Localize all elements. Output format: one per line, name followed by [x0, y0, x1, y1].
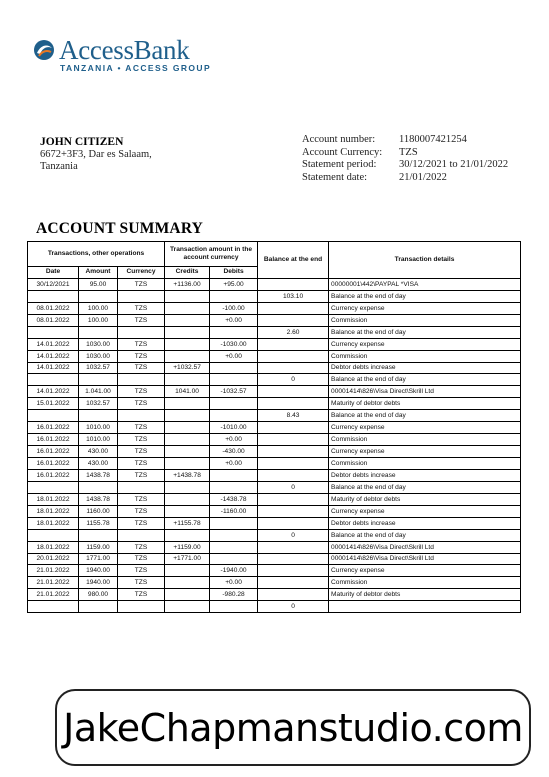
row-debit-cell — [210, 410, 258, 422]
table-row — [28, 589, 521, 601]
row-balance-cell — [258, 589, 329, 601]
row-amount-cell: 980.00 — [79, 589, 118, 601]
row-debit-cell — [210, 362, 258, 374]
row-debit-cell: +95.00 — [210, 278, 258, 290]
row-amount-cell: 1010.00 — [79, 422, 118, 434]
row-currency-cell: TZS — [118, 541, 165, 553]
row-details-cell: Balance at the end of day — [329, 481, 521, 493]
row-details-cell: Currency expense — [329, 338, 521, 350]
row-currency-cell: TZS — [118, 338, 165, 350]
table-row — [28, 505, 521, 517]
row-date-cell: 14.01.2022 — [28, 350, 79, 362]
row-date-cell — [28, 290, 79, 302]
table-row — [28, 314, 521, 326]
row-currency-cell: TZS — [118, 386, 165, 398]
row-details-cell: Debtor debts increase — [329, 517, 521, 529]
customer-block — [40, 136, 152, 174]
row-details-cell: Commission — [329, 577, 521, 589]
amount-group-header: Transaction amount in the account currency — [165, 242, 258, 267]
row-date-cell: 18.01.2022 — [28, 541, 79, 553]
row-debit-cell — [210, 374, 258, 386]
row-date-cell: 21.01.2022 — [28, 565, 79, 577]
row-details-cell: Maturity of debtor debts — [329, 589, 521, 601]
row-currency-cell: TZS — [118, 493, 165, 505]
row-date-cell: 21.01.2022 — [28, 589, 79, 601]
row-amount-cell — [79, 529, 118, 541]
row-credit-cell: +1155.78 — [165, 517, 210, 529]
row-amount-cell: 1771.00 — [79, 553, 118, 565]
row-details-cell: Balance at the end of day — [329, 529, 521, 541]
row-date-cell: 18.01.2022 — [28, 493, 79, 505]
table-row — [28, 278, 521, 290]
row-amount-cell: 95.00 — [79, 278, 118, 290]
row-date-cell — [28, 529, 79, 541]
row-details-cell: Maturity of debtor debts — [329, 398, 521, 410]
row-balance-cell — [258, 577, 329, 589]
row-currency-cell: TZS — [118, 314, 165, 326]
row-credit-cell — [165, 326, 210, 338]
row-amount-cell: 1030.00 — [79, 350, 118, 362]
row-credit-cell: +1032.57 — [165, 362, 210, 374]
row-details-cell: Currency expense — [329, 422, 521, 434]
table-row — [28, 553, 521, 565]
customer-address-line1: 6672+3F3, Dar es Salaam, — [40, 148, 152, 160]
row-details-cell: Balance at the end of day — [329, 326, 521, 338]
row-currency-cell: TZS — [118, 278, 165, 290]
row-balance-cell — [258, 493, 329, 505]
row-amount-cell: 1155.78 — [79, 517, 118, 529]
statement-date-label: Statement date: — [302, 171, 368, 183]
row-amount-cell: 1940.00 — [79, 565, 118, 577]
row-balance-cell — [258, 362, 329, 374]
table-row — [28, 577, 521, 589]
row-debit-cell: -1438.78 — [210, 493, 258, 505]
row-currency-cell: TZS — [118, 422, 165, 434]
row-amount-cell: 1030.00 — [79, 338, 118, 350]
row-amount-cell: 1438.78 — [79, 493, 118, 505]
table-row — [28, 410, 521, 422]
row-details-cell: Balance at the end of day — [329, 410, 521, 422]
row-date-cell: 14.01.2022 — [28, 362, 79, 374]
row-amount-cell — [79, 410, 118, 422]
row-currency-cell — [118, 481, 165, 493]
statement-date-value: 21/01/2022 — [399, 171, 447, 183]
row-amount-cell — [79, 481, 118, 493]
row-currency-cell: TZS — [118, 469, 165, 481]
balance-column-header: Balance at the end — [258, 242, 329, 279]
bank-logo — [33, 35, 212, 76]
row-credit-cell — [165, 601, 210, 613]
row-balance-cell — [258, 278, 329, 290]
row-date-cell: 16.01.2022 — [28, 434, 79, 446]
row-date-cell: 20.01.2022 — [28, 553, 79, 565]
row-balance-cell: 0 — [258, 601, 329, 613]
row-details-cell: Commission — [329, 434, 521, 446]
transactions-group-header: Transactions, other operations — [28, 242, 165, 267]
row-date-cell: 14.01.2022 — [28, 386, 79, 398]
row-details-cell: Balance at the end of day — [329, 374, 521, 386]
bank-tagline: TANZANIA • ACCESS GROUP — [60, 63, 212, 73]
row-balance-cell — [258, 446, 329, 458]
watermark-banner — [55, 689, 531, 766]
row-balance-cell — [258, 553, 329, 565]
row-balance-cell — [258, 314, 329, 326]
row-details-cell: Commission — [329, 314, 521, 326]
row-credit-cell: +1438.78 — [165, 469, 210, 481]
row-balance-cell — [258, 338, 329, 350]
row-amount-cell: 430.00 — [79, 446, 118, 458]
row-currency-cell — [118, 410, 165, 422]
row-credit-cell — [165, 446, 210, 458]
row-debit-cell: -980.28 — [210, 589, 258, 601]
row-debit-cell: -430.00 — [210, 446, 258, 458]
row-details-cell: Currency expense — [329, 565, 521, 577]
row-balance-cell — [258, 541, 329, 553]
row-balance-cell: 103.10 — [258, 290, 329, 302]
row-details-cell: 00001414\826\Visa Direct\Skrill Ltd — [329, 386, 521, 398]
row-amount-cell — [79, 601, 118, 613]
row-date-cell — [28, 601, 79, 613]
row-credit-cell — [165, 374, 210, 386]
row-details-cell: 00001414\826\Visa Direct\Skrill Ltd — [329, 553, 521, 565]
row-currency-cell: TZS — [118, 458, 165, 470]
row-amount-cell — [79, 326, 118, 338]
row-date-cell: 14.01.2022 — [28, 338, 79, 350]
row-debit-cell: +0.00 — [210, 314, 258, 326]
date-column-header: Date — [28, 267, 79, 279]
row-currency-cell: TZS — [118, 553, 165, 565]
row-balance-cell — [258, 398, 329, 410]
row-details-cell: Currency expense — [329, 446, 521, 458]
row-credit-cell — [165, 505, 210, 517]
statement-period-label: Statement period: — [302, 159, 377, 170]
row-currency-cell: TZS — [118, 302, 165, 314]
row-credit-cell: +1159.00 — [165, 541, 210, 553]
row-credit-cell — [165, 290, 210, 302]
table-row — [28, 362, 521, 374]
row-debit-cell — [210, 517, 258, 529]
row-date-cell: 16.01.2022 — [28, 446, 79, 458]
row-debit-cell: -1010.00 — [210, 422, 258, 434]
table-row — [28, 386, 521, 398]
row-amount-cell: 100.00 — [79, 314, 118, 326]
customer-name: JOHN CITIZEN — [40, 136, 124, 148]
row-amount-cell — [79, 374, 118, 386]
account-number-value: 1180007421254 — [399, 134, 467, 145]
row-date-cell: 16.01.2022 — [28, 458, 79, 470]
row-credit-cell — [165, 481, 210, 493]
row-debit-cell — [210, 529, 258, 541]
table-row — [28, 517, 521, 529]
table-group-header-row — [28, 242, 521, 267]
row-debit-cell: +0.00 — [210, 350, 258, 362]
account-currency-row — [302, 147, 508, 160]
table-row — [28, 469, 521, 481]
table-row — [28, 446, 521, 458]
row-balance-cell — [258, 434, 329, 446]
row-balance-cell: 2.60 — [258, 326, 329, 338]
row-balance-cell — [258, 302, 329, 314]
row-amount-cell: 1940.00 — [79, 577, 118, 589]
row-amount-cell: 100.00 — [79, 302, 118, 314]
row-details-cell: Currency expense — [329, 505, 521, 517]
row-details-cell: Maturity of debtor debts — [329, 493, 521, 505]
row-date-cell — [28, 410, 79, 422]
row-debit-cell — [210, 481, 258, 493]
table-row — [28, 458, 521, 470]
row-balance-cell — [258, 469, 329, 481]
row-amount-cell: 430.00 — [79, 458, 118, 470]
account-number-row — [302, 134, 508, 147]
row-balance-cell — [258, 505, 329, 517]
row-date-cell — [28, 326, 79, 338]
row-details-cell: Commission — [329, 458, 521, 470]
table-row — [28, 374, 521, 386]
transactions-table — [27, 241, 521, 613]
table-row — [28, 601, 521, 613]
row-currency-cell: TZS — [118, 577, 165, 589]
row-credit-cell: 1041.00 — [165, 386, 210, 398]
row-credit-cell — [165, 589, 210, 601]
currency-column-header: Currency — [118, 267, 165, 279]
row-date-cell — [28, 481, 79, 493]
row-debit-cell: +0.00 — [210, 577, 258, 589]
table-row — [28, 338, 521, 350]
row-date-cell: 21.01.2022 — [28, 577, 79, 589]
table-row — [28, 565, 521, 577]
row-credit-cell: +1771.00 — [165, 553, 210, 565]
row-details-cell: 00001414\826\Visa Direct\Skrill Ltd — [329, 541, 521, 553]
row-amount-cell: 1438.78 — [79, 469, 118, 481]
row-details-cell: Commission — [329, 350, 521, 362]
row-balance-cell — [258, 386, 329, 398]
row-balance-cell: 0 — [258, 481, 329, 493]
account-currency-value: TZS — [399, 146, 418, 158]
row-credit-cell — [165, 338, 210, 350]
row-currency-cell: TZS — [118, 589, 165, 601]
account-summary-title: ACCOUNT SUMMARY — [36, 220, 204, 237]
row-amount-cell: 1159.00 — [79, 541, 118, 553]
row-debit-cell: +0.00 — [210, 458, 258, 470]
transactions-table-body — [28, 278, 521, 612]
row-details-cell: 00000001\442\PAYPAL *VISA — [329, 278, 521, 290]
row-currency-cell — [118, 326, 165, 338]
row-balance-cell — [258, 565, 329, 577]
row-credit-cell — [165, 529, 210, 541]
row-currency-cell: TZS — [118, 350, 165, 362]
statement-period-value: 30/12/2021 to 21/01/2022 — [399, 159, 509, 170]
row-credit-cell — [165, 350, 210, 362]
access-bank-logo-icon — [33, 39, 55, 61]
row-amount-cell: 1.041.00 — [79, 386, 118, 398]
bank-name: AccessBank — [59, 35, 190, 65]
row-debit-cell — [210, 469, 258, 481]
row-date-cell: 16.01.2022 — [28, 422, 79, 434]
row-details-cell: Debtor debts increase — [329, 362, 521, 374]
row-balance-cell — [258, 350, 329, 362]
table-row — [28, 398, 521, 410]
row-details-cell: Currency expense — [329, 302, 521, 314]
row-debit-cell: -1032.57 — [210, 386, 258, 398]
row-credit-cell — [165, 493, 210, 505]
table-row — [28, 290, 521, 302]
row-currency-cell — [118, 374, 165, 386]
row-currency-cell — [118, 290, 165, 302]
row-credit-cell — [165, 565, 210, 577]
row-details-cell — [329, 601, 521, 613]
row-debit-cell: -100.00 — [210, 302, 258, 314]
row-balance-cell: 0 — [258, 374, 329, 386]
account-currency-label: Account Currency: — [302, 146, 383, 158]
row-debit-cell: -1030.00 — [210, 338, 258, 350]
row-debit-cell — [210, 601, 258, 613]
account-info — [302, 134, 508, 184]
row-details-cell: Debtor debts increase — [329, 469, 521, 481]
row-amount-cell: 1032.57 — [79, 362, 118, 374]
row-credit-cell — [165, 314, 210, 326]
row-credit-cell — [165, 458, 210, 470]
row-currency-cell: TZS — [118, 517, 165, 529]
row-credit-cell — [165, 422, 210, 434]
row-credit-cell — [165, 577, 210, 589]
statement-period-row — [302, 159, 508, 172]
table-row — [28, 302, 521, 314]
row-debit-cell: -1160.00 — [210, 505, 258, 517]
row-debit-cell — [210, 326, 258, 338]
table-row — [28, 434, 521, 446]
row-debit-cell — [210, 553, 258, 565]
row-date-cell: 16.01.2022 — [28, 469, 79, 481]
row-currency-cell: TZS — [118, 362, 165, 374]
row-date-cell: 08.01.2022 — [28, 302, 79, 314]
row-details-cell: Balance at the end of day — [329, 290, 521, 302]
row-date-cell — [28, 374, 79, 386]
row-date-cell: 18.01.2022 — [28, 505, 79, 517]
row-amount-cell — [79, 290, 118, 302]
row-credit-cell — [165, 434, 210, 446]
row-credit-cell — [165, 302, 210, 314]
amount-column-header: Amount — [79, 267, 118, 279]
debits-column-header: Debits — [210, 267, 258, 279]
row-debit-cell: -1940.00 — [210, 565, 258, 577]
row-amount-cell: 1160.00 — [79, 505, 118, 517]
table-row — [28, 541, 521, 553]
row-currency-cell — [118, 601, 165, 613]
table-row — [28, 350, 521, 362]
row-balance-cell — [258, 458, 329, 470]
row-currency-cell: TZS — [118, 446, 165, 458]
row-balance-cell: 8.43 — [258, 410, 329, 422]
table-row — [28, 422, 521, 434]
row-date-cell: 08.01.2022 — [28, 314, 79, 326]
row-debit-cell — [210, 398, 258, 410]
table-row — [28, 481, 521, 493]
table-row — [28, 493, 521, 505]
customer-address-line2: Tanzania — [40, 161, 78, 172]
row-balance-cell: 0 — [258, 529, 329, 541]
row-currency-cell: TZS — [118, 505, 165, 517]
row-credit-cell — [165, 410, 210, 422]
row-debit-cell — [210, 541, 258, 553]
row-date-cell: 18.01.2022 — [28, 517, 79, 529]
row-currency-cell: TZS — [118, 398, 165, 410]
row-credit-cell: +1136.00 — [165, 278, 210, 290]
row-date-cell: 15.01.2022 — [28, 398, 79, 410]
watermark-text: JakeChapmanstudio.com — [63, 705, 523, 750]
row-debit-cell — [210, 290, 258, 302]
row-balance-cell — [258, 422, 329, 434]
credits-column-header: Credits — [165, 267, 210, 279]
row-currency-cell: TZS — [118, 434, 165, 446]
row-credit-cell — [165, 398, 210, 410]
row-amount-cell: 1032.57 — [79, 398, 118, 410]
details-column-header: Transaction details — [329, 242, 521, 279]
account-number-label: Account number: — [302, 134, 376, 145]
row-debit-cell: +0.00 — [210, 434, 258, 446]
table-row — [28, 529, 521, 541]
row-currency-cell — [118, 529, 165, 541]
table-row — [28, 326, 521, 338]
statement-date-row — [302, 172, 508, 185]
row-amount-cell: 1010.00 — [79, 434, 118, 446]
row-currency-cell: TZS — [118, 565, 165, 577]
row-balance-cell — [258, 517, 329, 529]
row-date-cell: 30/12/2021 — [28, 278, 79, 290]
